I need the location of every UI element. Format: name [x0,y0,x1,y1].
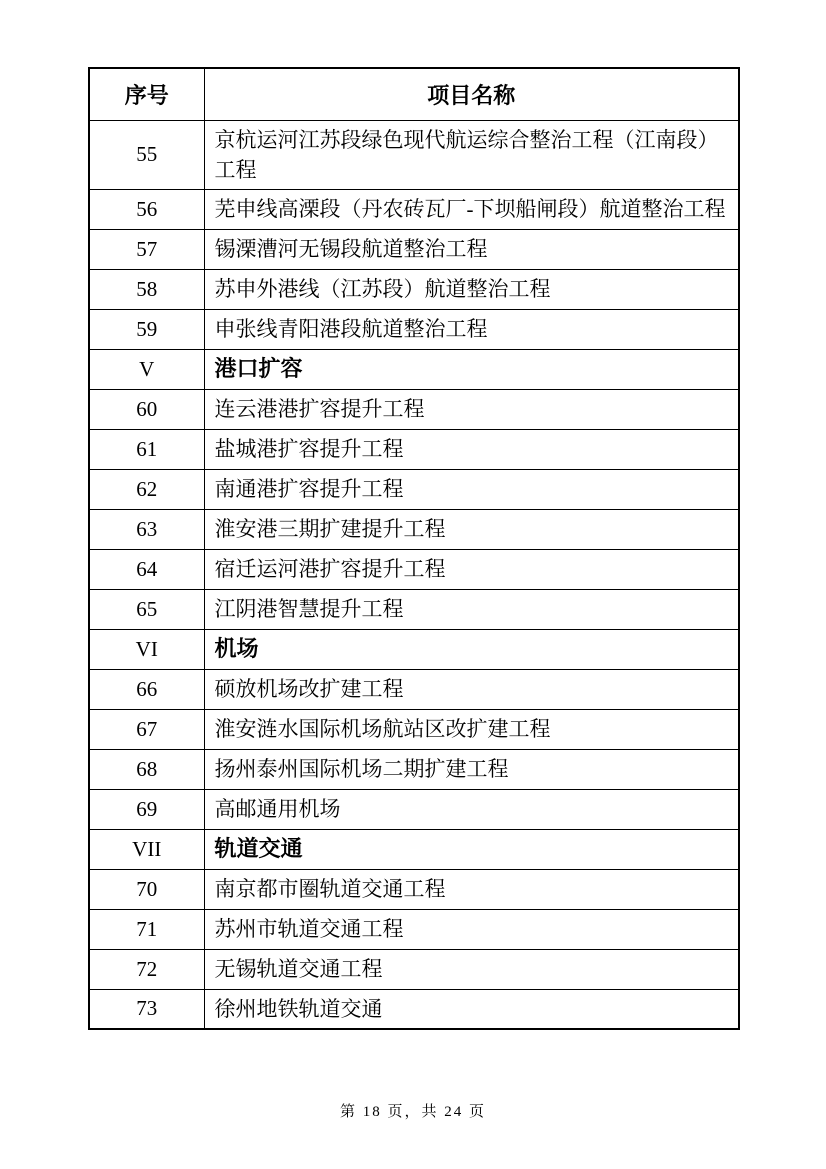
table-row [89,989,739,1029]
section-title-cell: 港口扩容 [204,349,739,389]
table-row [89,909,739,949]
project-name-cell: 无锡轨道交通工程 [204,949,739,989]
table-row [89,589,739,629]
row-number-cell: 60 [89,389,204,429]
table-row [89,869,739,909]
project-name-cell: 扬州泰州国际机场二期扩建工程 [204,749,739,789]
row-number-cell: 58 [89,269,204,309]
section-title-cell: 轨道交通 [204,829,739,869]
row-number-cell: 56 [89,189,204,229]
table-row [89,749,739,789]
project-table [88,67,740,1030]
project-name-cell: 苏州市轨道交通工程 [204,909,739,949]
section-title-cell: 机场 [204,629,739,669]
project-name-cell: 京杭运河江苏段绿色现代航运综合整治工程（江南段）工程 [204,120,739,189]
project-name-cell: 淮安涟水国际机场航站区改扩建工程 [204,709,739,749]
row-number-cell: VII [89,829,204,869]
project-name-cell: 高邮通用机场 [204,789,739,829]
project-name-cell: 盐城港扩容提升工程 [204,429,739,469]
project-name-cell: 芜申线高溧段（丹农砖瓦厂-下坝船闸段）航道整治工程 [204,189,739,229]
table-body [89,120,739,1029]
table-row [89,469,739,509]
project-name-cell: 江阴港智慧提升工程 [204,589,739,629]
row-number-cell: 71 [89,909,204,949]
project-name-cell: 南通港扩容提升工程 [204,469,739,509]
row-number-cell: 59 [89,309,204,349]
row-number-cell: 62 [89,469,204,509]
row-number-cell: 67 [89,709,204,749]
project-name-cell: 苏申外港线（江苏段）航道整治工程 [204,269,739,309]
table-row [89,669,739,709]
project-name-cell: 宿迁运河港扩容提升工程 [204,549,739,589]
table-row [89,789,739,829]
section-row [89,629,739,669]
project-name-cell: 淮安港三期扩建提升工程 [204,509,739,549]
row-number-cell: VI [89,629,204,669]
table-row [89,389,739,429]
table-row [89,549,739,589]
table-row [89,120,739,189]
row-number-cell: 55 [89,120,204,189]
header-cell-project-name: 项目名称 [204,68,739,120]
row-number-cell: V [89,349,204,389]
table-row [89,269,739,309]
row-number-cell: 68 [89,749,204,789]
row-number-cell: 73 [89,989,204,1029]
row-number-cell: 70 [89,869,204,909]
table-row [89,949,739,989]
header-cell-number: 序号 [89,68,204,120]
table-row [89,189,739,229]
project-name-cell: 连云港港扩容提升工程 [204,389,739,429]
project-name-cell: 硕放机场改扩建工程 [204,669,739,709]
table-row [89,509,739,549]
row-number-cell: 66 [89,669,204,709]
project-name-cell: 申张线青阳港段航道整治工程 [204,309,739,349]
project-name-cell: 南京都市圈轨道交通工程 [204,869,739,909]
table-row [89,229,739,269]
row-number-cell: 69 [89,789,204,829]
section-row [89,349,739,389]
section-row [89,829,739,869]
table-header [89,68,739,120]
row-number-cell: 65 [89,589,204,629]
row-number-cell: 57 [89,229,204,269]
project-name-cell: 徐州地铁轨道交通 [204,989,739,1029]
project-name-cell: 锡溧漕河无锡段航道整治工程 [204,229,739,269]
page-number-footer: 第 18 页，共 24 页 [339,1104,486,1120]
row-number-cell: 64 [89,549,204,589]
row-number-cell: 63 [89,509,204,549]
table-row [89,709,739,749]
header-row [89,68,739,120]
table-row [89,309,739,349]
row-number-cell: 61 [89,429,204,469]
row-number-cell: 72 [89,949,204,989]
table-row [89,429,739,469]
